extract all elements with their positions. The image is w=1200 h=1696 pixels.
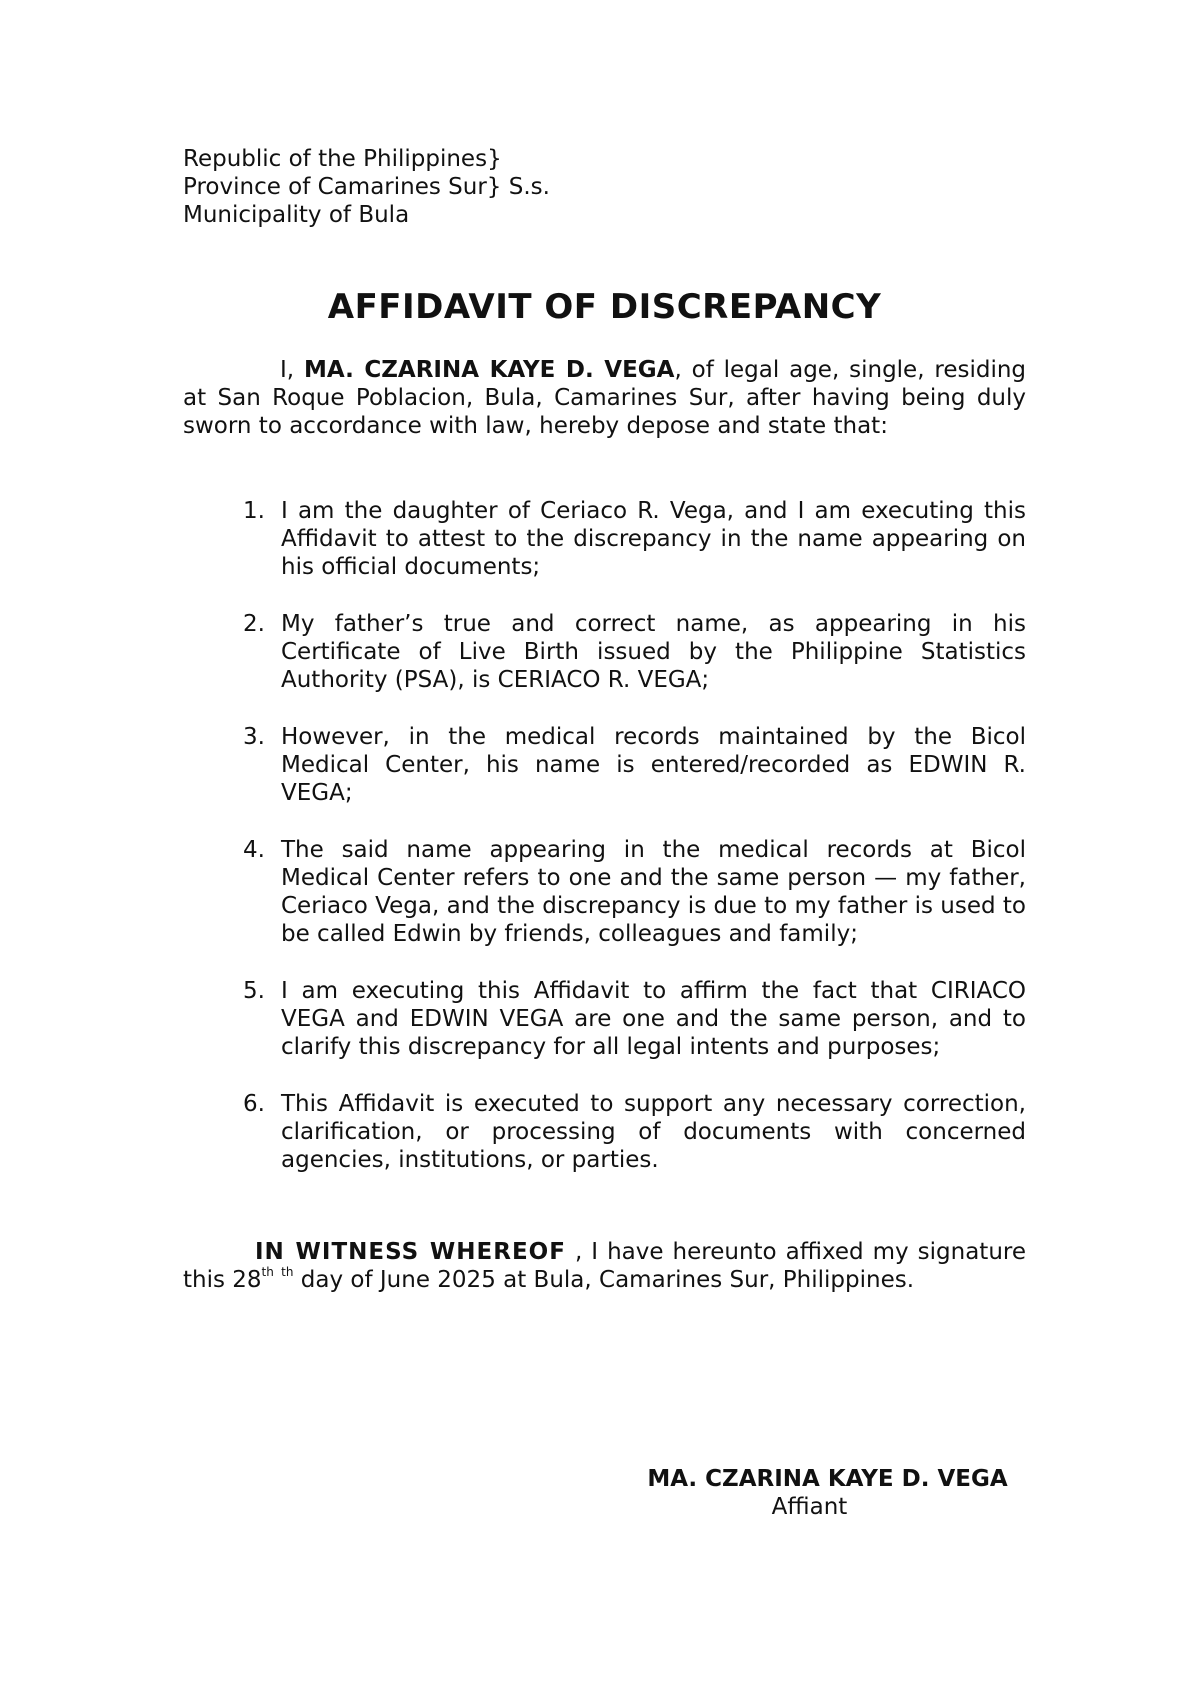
ordinal-suffix: th [261, 1265, 274, 1279]
signature-role: Affiant [771, 1494, 848, 1520]
witness-text-start: , I have hereunto affixed my signature this 28 [183, 1239, 1027, 1293]
intro-prefix: I, [280, 357, 304, 383]
intro-paragraph [183, 356, 1026, 440]
affiant-name: MA. CZARINA KAYE D. VEGA [303, 357, 675, 383]
statement-item [183, 610, 1026, 694]
statement-number: 1. [243, 498, 265, 524]
statement-text: I am the daughter of Ceriaco R. Vega, and I am executing this Affidavit to attest to the discrepancy in the name appearing on his official documents; [281, 498, 1026, 580]
statement-text: The said name appearing in the medical records at Bicol Medical Center refers to one and the same person — my father, Ceriaco Vega, and the discrepancy is due to my father is used to be called Edwin by friends, colleagues and family; [281, 837, 1026, 947]
statement-number: 2. [243, 611, 265, 637]
statement-item [183, 497, 1026, 581]
statement-text: However, in the medical records maintained by the Bicol Medical Center, his name is entered/recorded as EDWIN R. VEGA; [281, 724, 1026, 806]
signature-block [600, 1465, 1055, 1521]
venue-line-municipality: Municipality of Bula [183, 202, 410, 228]
statement-item [183, 1090, 1026, 1174]
statement-text: This Affidavit is executed to support any necessary correction, clarification, or processing of documents with concerned agencies, institutions, or parties. [281, 1091, 1026, 1173]
statement-number: 3. [243, 724, 265, 750]
witness-text-end: day of June 2025 at Bula, Camarines Sur, Philippines. [293, 1267, 915, 1293]
ordinal-suffix-duplicate: th [281, 1265, 294, 1279]
venue-line-republic: Republic of the Philippines} [183, 146, 502, 172]
intro-text: , of legal age, single, residing at San Roque Poblacion, Bula, Camarines Sur, after having being duly sworn to accordance with law, hereby depose and state that: [183, 357, 1027, 439]
statement-list [183, 497, 1026, 1203]
statement-item [183, 723, 1026, 807]
witness-paragraph [183, 1238, 1026, 1294]
statement-number: 6. [243, 1091, 265, 1117]
signature-name: MA. CZARINA KAYE D. VEGA [647, 1466, 1008, 1492]
document-title: AFFIDAVIT OF DISCREPANCY [327, 287, 882, 327]
statement-number: 5. [243, 978, 265, 1004]
venue-block [183, 145, 783, 229]
statement-item [183, 977, 1026, 1061]
statement-item [183, 836, 1026, 948]
statement-text: My father’s true and correct name, as appearing in his Certificate of Live Birth issued by the Philippine Statistics Authority (PSA), is CERIACO R. VEGA; [281, 611, 1026, 693]
statement-number: 4. [243, 837, 265, 863]
witness-lead: IN WITNESS WHEREOF [255, 1239, 566, 1265]
statement-text: I am executing this Affidavit to affirm the fact that CIRIACO VEGA and EDWIN VEGA are one and the same person, and to clarify this discrepancy for all legal intents and purposes; [281, 978, 1026, 1060]
venue-line-province: Province of Camarines Sur} S.s. [183, 174, 550, 200]
